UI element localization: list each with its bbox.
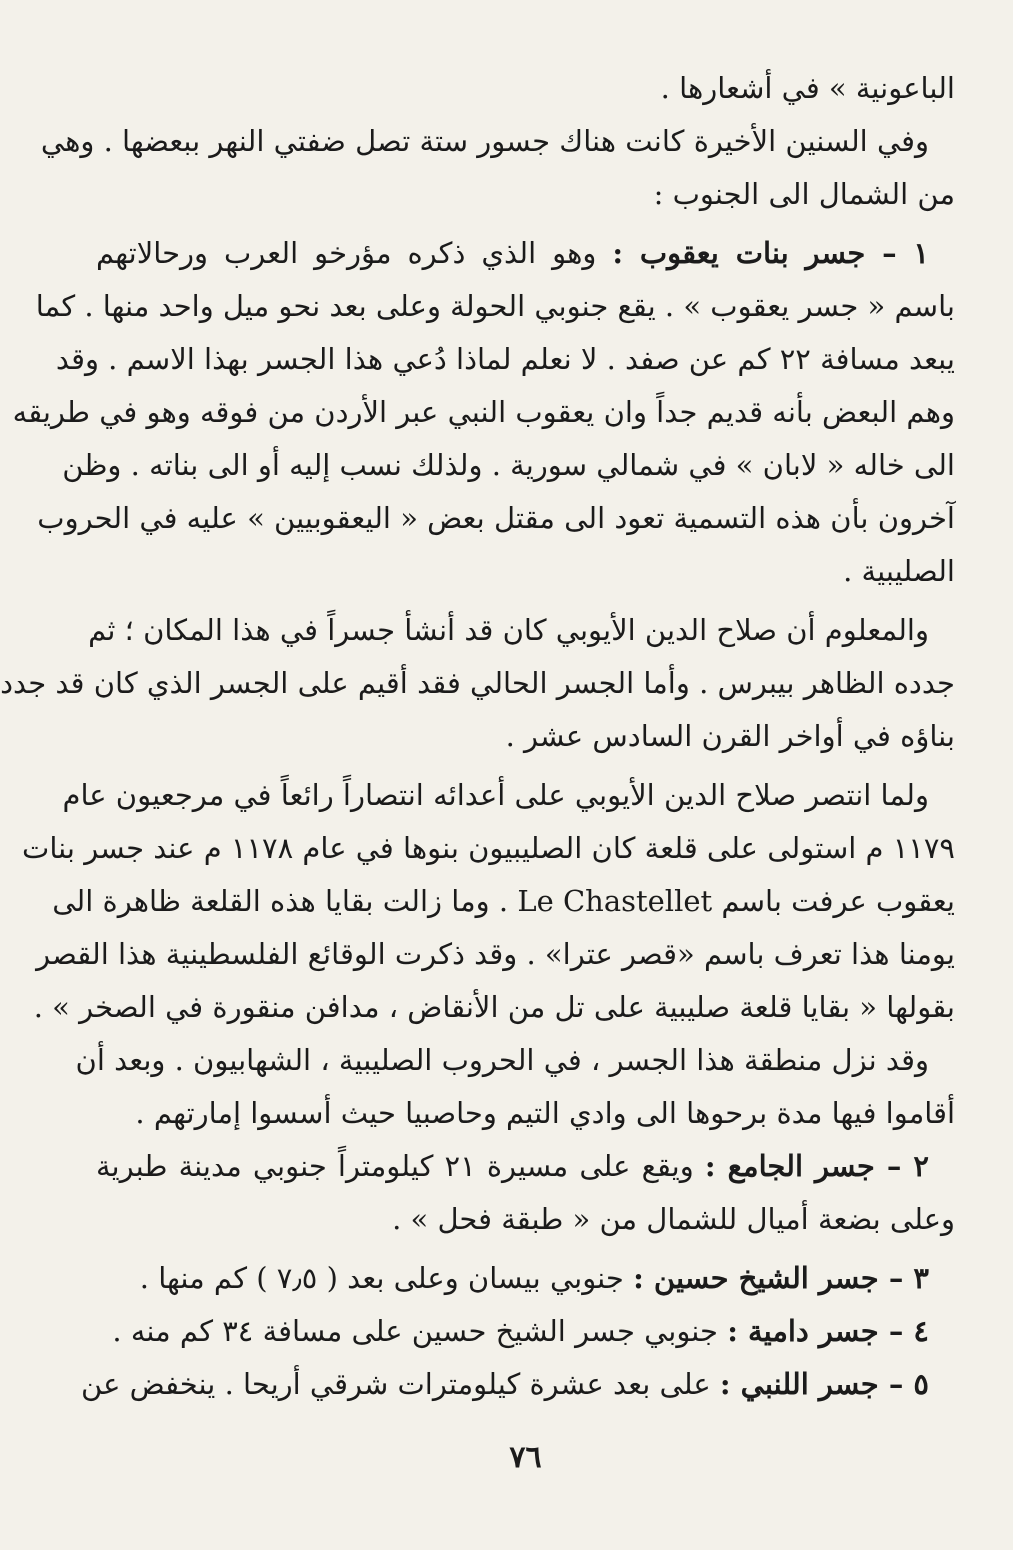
text-line: جدده الظاهر بيبرس . وأما الجسر الحالي فقد أقيم على الجسر الذي كان قد جدد: [0, 666, 955, 700]
text-line: بقولها « بقايا قلعة صليبية على تل من الأنقاض ، مدافن منقورة في الصخر » .: [33, 990, 955, 1024]
text-line: وفي السنين الأخيرة كانت هناك جسور ستة تصل ضفتي النهر ببعضها . وهي: [40, 124, 929, 158]
page-number: ٧٦: [509, 1440, 542, 1475]
text-line: يبعد مسافة ٢٢ كم عن صفد . لا نعلم لماذا دُعي هذا الجسر بهذا الاسم . وقد: [55, 342, 955, 376]
text-line: الى خاله « لابان » في شمالي سورية . ولذلك نسب إليه أو الى بناته . وظن: [62, 448, 955, 482]
section-title: ٥ – جسر اللنبي :: [719, 1367, 929, 1401]
text-line: وقد نزل منطقة هذا الجسر ، في الحروب الصليبية ، الشهابيون . وبعد أن: [75, 1043, 929, 1077]
text-line: يعقوب عرفت باسم Le Chastellet . وما زالت بقايا هذه القلعة ظاهرة الى: [52, 884, 955, 918]
section-heading-line: ٣ – جسر الشيخ حسين : جنوبي بيسان وعلى بعد ( ٧٫٥ ) كم منها .: [139, 1261, 929, 1295]
text-line: والمعلوم أن صلاح الدين الأيوبي كان قد أنشأ جسراً في هذا المكان ؛ ثم: [88, 613, 929, 647]
text-line: باسم « جسر يعقوب » . يقع جنوبي الحولة وعلى بعد نحو ميل واحد منها . كما: [35, 289, 955, 323]
text-line: الصليبية .: [843, 554, 955, 588]
section-title: ٤ – جسر دامية :: [727, 1314, 929, 1348]
section-heading-line: ١ – جسر بنات يعقوب : وهو الذي ذكره مؤرخو العرب ورحالاتهم: [96, 236, 929, 270]
text-line: وعلى بضعة أميال للشمال من « طبقة فحل » .: [392, 1202, 955, 1236]
latin-name: Le Chastellet: [517, 884, 713, 918]
text-line: الباعونية » في أشعارها .: [660, 71, 955, 105]
text-line: أقاموا فيها مدة برحوها الى وادي التيم وحاصبيا حيث أسسوا إمارتهم .: [135, 1096, 955, 1130]
text-line: بناؤه في أواخر القرن السادس عشر .: [505, 719, 955, 753]
section-title: ٢ – جسر الجامع :: [704, 1149, 929, 1183]
section-title: ٣ – جسر الشيخ حسين :: [633, 1261, 929, 1295]
text-line: يومنا هذا تعرف باسم «قصر عترا» . وقد ذكرت الوقائع الفلسطينية هذا القصر: [36, 937, 955, 971]
section-heading-line: ٤ – جسر دامية : جنوبي جسر الشيخ حسين على مسافة ٣٤ كم منه .: [112, 1314, 929, 1348]
text-line: وهم البعض بأنه قديم جداً وان يعقوب النبي عبر الأردن من فوقه وهو في طريقه: [12, 395, 955, 429]
section-title: ١ – جسر بنات يعقوب :: [612, 236, 929, 270]
text-line: ١١٧٩ م استولى على قلعة كان الصليبيون بنوها في عام ١١٧٨ م عند جسر بنات: [22, 831, 955, 865]
text-line: من الشمال الى الجنوب :: [653, 177, 955, 211]
section-heading-line: ٥ – جسر اللنبي : على بعد عشرة كيلومترات شرقي أريحا . ينخفض عن: [81, 1367, 929, 1401]
text-line: ولما انتصر صلاح الدين الأيوبي على أعدائه انتصاراً رائعاً في مرجعيون عام: [62, 778, 929, 812]
page-body: [0, 62, 955, 1411]
text-line: آخرون بأن هذه التسمية تعود الى مقتل بعض « اليعقوبيين » عليه في الحروب: [37, 501, 955, 535]
section-heading-line: ٢ – جسر الجامع : ويقع على مسيرة ٢١ كيلومتراً جنوبي مدينة طبرية: [96, 1149, 929, 1183]
